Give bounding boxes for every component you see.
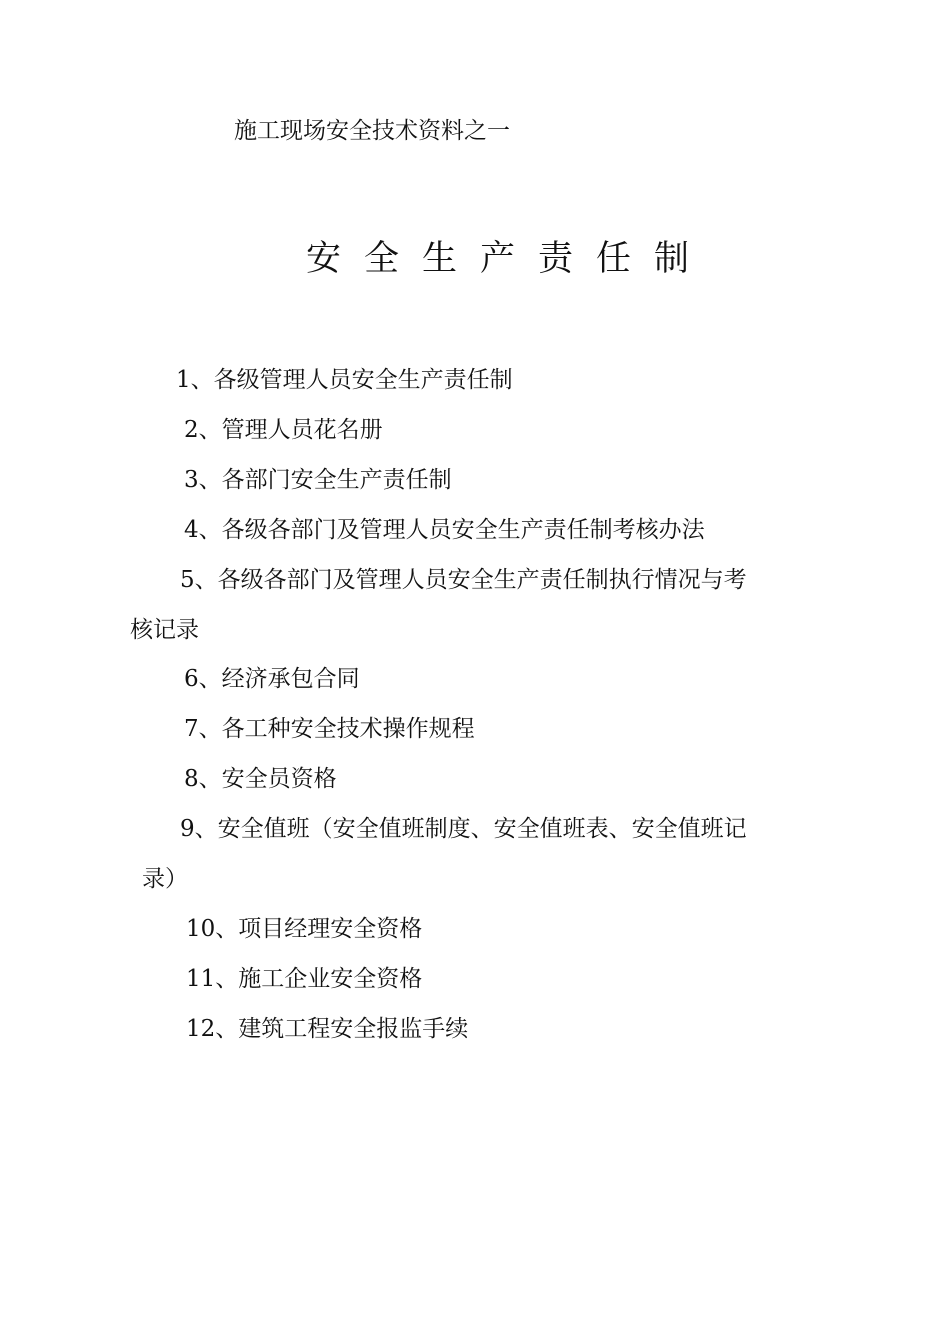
list-item-8: 8、安全员资格 (184, 766, 337, 792)
document-subtitle: 施工现场安全技术资料之一 (234, 118, 510, 144)
document-title: 安全生产责任制 (306, 239, 713, 279)
list-item-6: 6、经济承包合同 (184, 666, 360, 692)
list-item-4: 4、各级各部门及管理人员安全生产责任制考核办法 (184, 517, 705, 543)
list-item-9-continuation: 录） (142, 866, 188, 892)
list-item-5-continuation: 核记录 (130, 617, 199, 643)
list-item-3: 3、各部门安全生产责任制 (184, 467, 452, 493)
list-item-11: 11、施工企业安全资格 (186, 966, 423, 992)
list-item-12: 12、建筑工程安全报监手续 (186, 1016, 469, 1042)
list-item-7: 7、各工种安全技术操作规程 (184, 716, 475, 742)
list-item-2: 2、管理人员花名册 (184, 417, 383, 443)
list-item-1: 1、各级管理人员安全生产责任制 (176, 367, 513, 393)
list-item-10: 10、项目经理安全资格 (186, 916, 423, 942)
list-item-9: 9、安全值班（安全值班制度、安全值班表、安全值班记 (180, 816, 747, 842)
list-item-5: 5、各级各部门及管理人员安全生产责任制执行情况与考 (180, 567, 747, 593)
